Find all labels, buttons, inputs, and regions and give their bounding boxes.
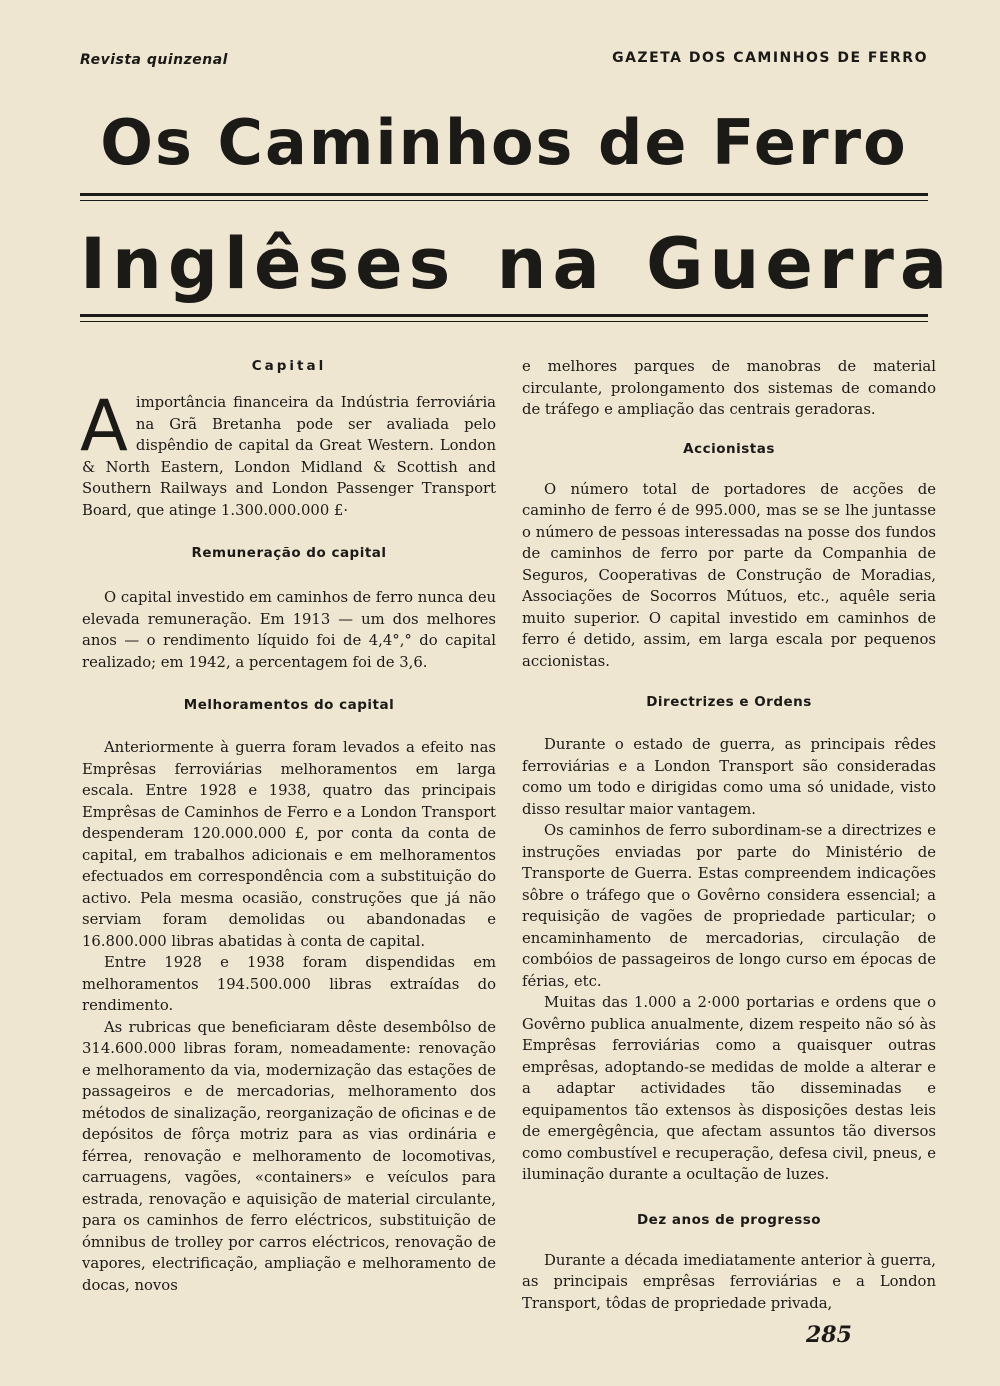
directrizes-paragraph-1: Durante o estado de guerra, as principais rêdes ferroviárias e a London Transport são consideradas como um todo e dirigidas como uma só unidade, visto disso resultar maior vantagem. [522,736,936,818]
drop-cap: A [80,385,128,467]
article-title-line-1: Os Caminhos de Ferro [100,106,908,179]
capital-paragraph [80,385,496,521]
section-heading-dez-anos: Dez anos de progresso [636,1211,822,1228]
section-heading-accionistas: Accionistas [683,440,775,457]
publication-frequency: Revista quinzenal [80,52,228,68]
remuneracao-paragraph: O capital investido em caminhos de ferro nunca deu elevada remuneração. Em 1913 — um dos melhores anos — o rendimento líquido foi de 4,4°,° do capital realizado; em 1942, a percentagem foi de 3,6. [82,589,496,671]
directrizes-paragraph-2: Os caminhos de ferro subordinam-se a directrizes e instruções enviadas por parte do Ministério de Transporte de Guerra. Estas compreendem indicações sôbre o tráfego que o Govêrno considera essencial; a requisição de vagões de propriedade particular; o encaminhamento de mercadorias, circulação de combóios de passageiros de longo curso em épocas de férias, etc. [522,822,936,990]
capital-paragraph-text: importância financeira da Indústria ferroviária na Grã Bretanha pode ser avaliada pelo dispêndio de capital da Great Western. London & North Eastern, London Midland & Scottish and Southern Railways and London Passenger Transport Board, que atinge 1.300.000.000 £· [82,394,496,519]
melhoramentos-paragraph-1: Anteriormente à guerra foram levados a efeito nas Emprêsas ferroviárias melhoramentos em larga escala. Entre 1928 e 1938, quatro das principais Emprêsas de Caminhos de Ferro e a London Transport despenderam 120.000.000 £, por conta da conta de capital, em trabalhos adicionais e em melhoramentos efectuados em correspondência com a substituição do activo. Pela mesma ocasião, construções que já não serviam foram demolidas ou abandonadas e 16.800.000 libras abatidas à conta de capital. [82,739,496,950]
section-heading-capital: Capital [251,358,327,374]
section-heading-melhoramentos: Melhoramentos do capital [183,697,395,713]
melhoramentos-paragraph-2: Entre 1928 e 1938 foram dispendidas em melhoramentos 194.500.000 libras extraídas do rendimento. [82,954,496,1014]
section-heading-directrizes: Directrizes e Ordens [646,694,812,710]
continuation-paragraph: e melhores parques de manobras de material circulante, prolongamento dos sistemas de comando de tráfego e ampliação das centrais geradoras. [522,358,936,418]
right-column [522,356,936,1314]
left-column [82,356,496,1296]
accionistas-paragraph: O número total de portadores de acções de caminho de ferro é de 995.000, mas se se lhe juntasse o número de pessoas interessadas na posse dos fundos de caminhos de ferro por parte da Companhia de Seguros, Cooperativas de Construção de Moradias, Associações de Socorros Mútuos, etc., aquêle seria muito superior. O capital investido em caminhos de ferro é detido, assim, em larga escala por pequenos accionistas. [522,480,936,670]
melhoramentos-paragraph-3: As rubricas que beneficiaram dêste desembôlso de 314.600.000 libras foram, nomeadamente: renovação e melhoramento da via, modernização das estações de passageiros e de mercadorias, melhoramento dos métodos de sinalização, reorganização de oficinas e de depósitos de fôrça motriz para as vias ordinária e férrea, renovação e melhoramento de locomotivas, carruagens, vagões, «containers» e veículos para estrada, renovação e aquisição de material circulante, para os caminhos de ferro eléctricos, substituição de ómnibus de trolley por carros eléctricos, renovação de vapores, electrificação, ampliação e melhoramento de docas, novos [82,1018,496,1294]
dez-anos-paragraph: Durante a década imediatamente anterior à guerra, as principais emprêsas ferroviárias e a London Transport, tôdas de propriedade privada, [522,1251,936,1312]
publication-name: GAZETA DOS CAMINHOS DE FERRO [612,50,928,66]
title-rule-thick-2 [80,314,928,317]
title-rule-thick-1 [80,193,928,196]
section-heading-remuneracao: Remuneração do capital [191,545,387,561]
directrizes-paragraph-3: Muitas das 1.000 a 2·000 portarias e ordens que o Govêrno publica anualmente, dizem respeito não só às Emprêsas ferroviárias como a quaisquer outras emprêsas, adoptando-se medidas de molde a alterar e a adaptar actividades tão disseminadas e equipamentos tão extensos às disposições destas leis de emergêgência, que afectam assuntos tão diversos como combustível e recuperação, defesa civil, pneus, e iluminação durante a ocultação de luzes. [522,994,936,1183]
title-rule-thin-2 [80,321,928,322]
article-title-line-2: Inglêses na Guerra [80,223,954,305]
page-number: 285 [806,1322,852,1348]
title-rule-thin-1 [80,200,928,201]
